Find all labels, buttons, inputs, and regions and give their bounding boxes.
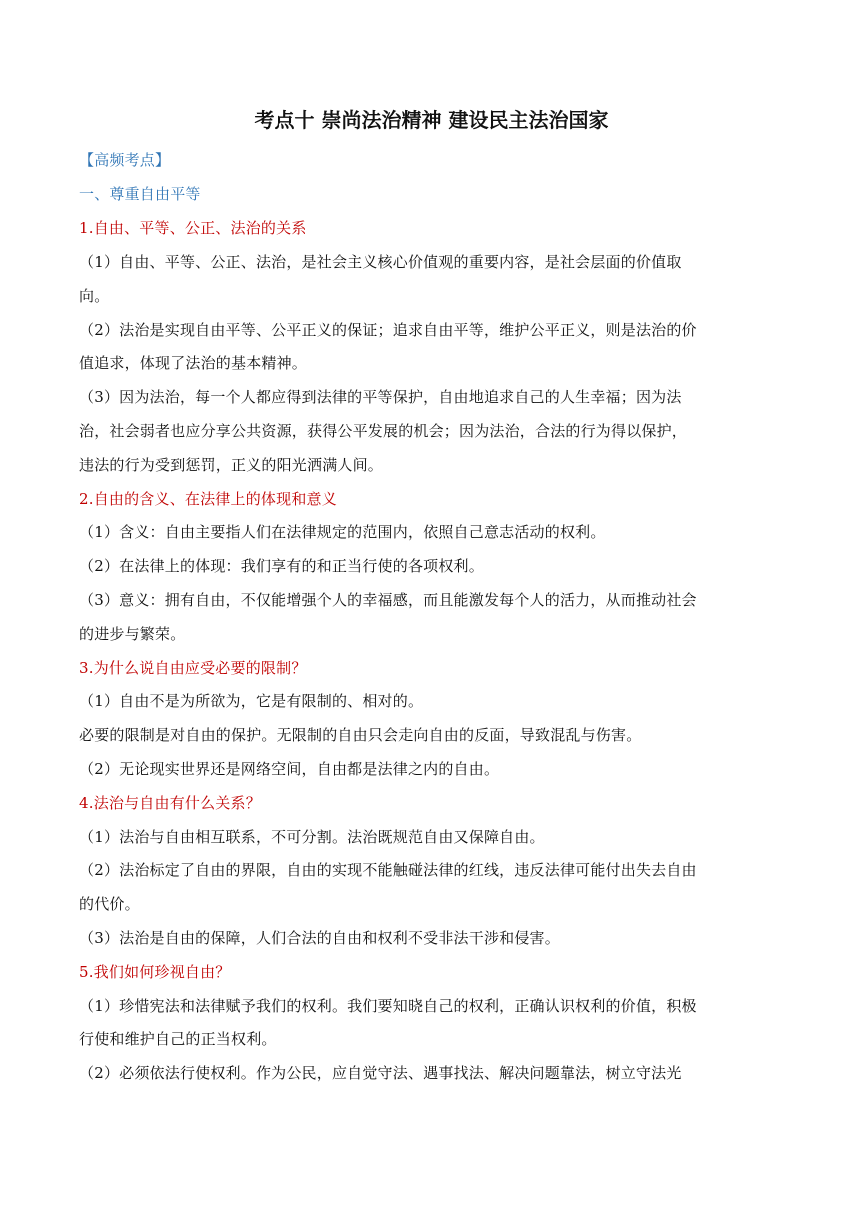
page-title: 考点十 崇尚法治精神 建设民主法治国家: [254, 108, 609, 132]
paragraph-line: （1）自由、平等、公正、法治，是社会主义核心价值观的重要内容，是社会层面的价值取: [79, 253, 682, 271]
question-heading: 2.自由的含义、在法律上的体现和意义: [79, 490, 337, 508]
paragraph-line: （1）自由不是为所欲为，它是有限制的、相对的。: [79, 692, 424, 710]
paragraph-line: 行使和维护自己的正当权利。: [79, 1030, 277, 1048]
question-heading: 3.为什么说自由应受必要的限制？: [79, 659, 307, 677]
paragraph-line: （3）意义：拥有自由，不仅能增强个人的幸福感，而且能激发每个人的活力，从而推动社会: [79, 591, 697, 609]
paragraph-line: （2）在法律上的体现：我们享有的和正当行使的各项权利。: [79, 557, 484, 575]
paragraph-line: （3）法治是自由的保障，人们合法的自由和权利不受非法干涉和侵害。: [79, 929, 560, 947]
paragraph-line: 必要的限制是对自由的保护。无限制的自由只会走向自由的反面，导致混乱与伤害。: [79, 726, 642, 744]
paragraph-line: （1）珍惜宪法和法律赋予我们的权利。我们要知晓自己的权利，正确认识权利的价值，积极: [79, 997, 697, 1015]
tag-label: 【高频考点】: [79, 151, 171, 169]
paragraph-line: （1）含义：自由主要指人们在法律规定的范围内，依照自己意志活动的权利。: [79, 523, 606, 541]
paragraph-line: （2）必须依法行使权利。作为公民，应自觉守法、遇事找法、解决问题靠法，树立守法光: [79, 1064, 682, 1082]
paragraph-line: 向。: [79, 287, 110, 305]
paragraph-line: 违法的行为受到惩罚，正义的阳光洒满人间。: [79, 456, 384, 474]
question-heading: 1.自由、平等、公正、法治的关系: [79, 219, 307, 237]
question-heading: 5.我们如何珍视自由？: [79, 963, 231, 981]
paragraph-line: 的代价。: [79, 895, 140, 913]
paragraph-line: 的进步与繁荣。: [79, 625, 186, 643]
paragraph-line: 治，社会弱者也应分享公共资源，获得公平发展的机会；因为法治，合法的行为得以保护，: [79, 422, 688, 440]
paragraph-line: （2）法治标定了自由的界限，自由的实现不能触碰法律的红线，违反法律可能付出失去自由: [79, 861, 697, 879]
question-heading: 4.法治与自由有什么关系？: [79, 794, 261, 812]
paragraph-line: 值追求，体现了法治的基本精神。: [79, 354, 308, 372]
paragraph-line: （2）无论现实世界还是网络空间，自由都是法律之内的自由。: [79, 760, 500, 778]
paragraph-line: （1）法治与自由相互联系，不可分割。法治既规范自由又保障自由。: [79, 828, 545, 846]
paragraph-line: （2）法治是实现自由平等、公平正义的保证；追求自由平等，维护公平正义，则是法治的价: [79, 321, 697, 339]
paragraph-line: （3）因为法治，每一个人都应得到法律的平等保护，自由地追求自己的人生幸福；因为法: [79, 388, 682, 406]
section-heading: 一、尊重自由平等: [79, 185, 201, 203]
